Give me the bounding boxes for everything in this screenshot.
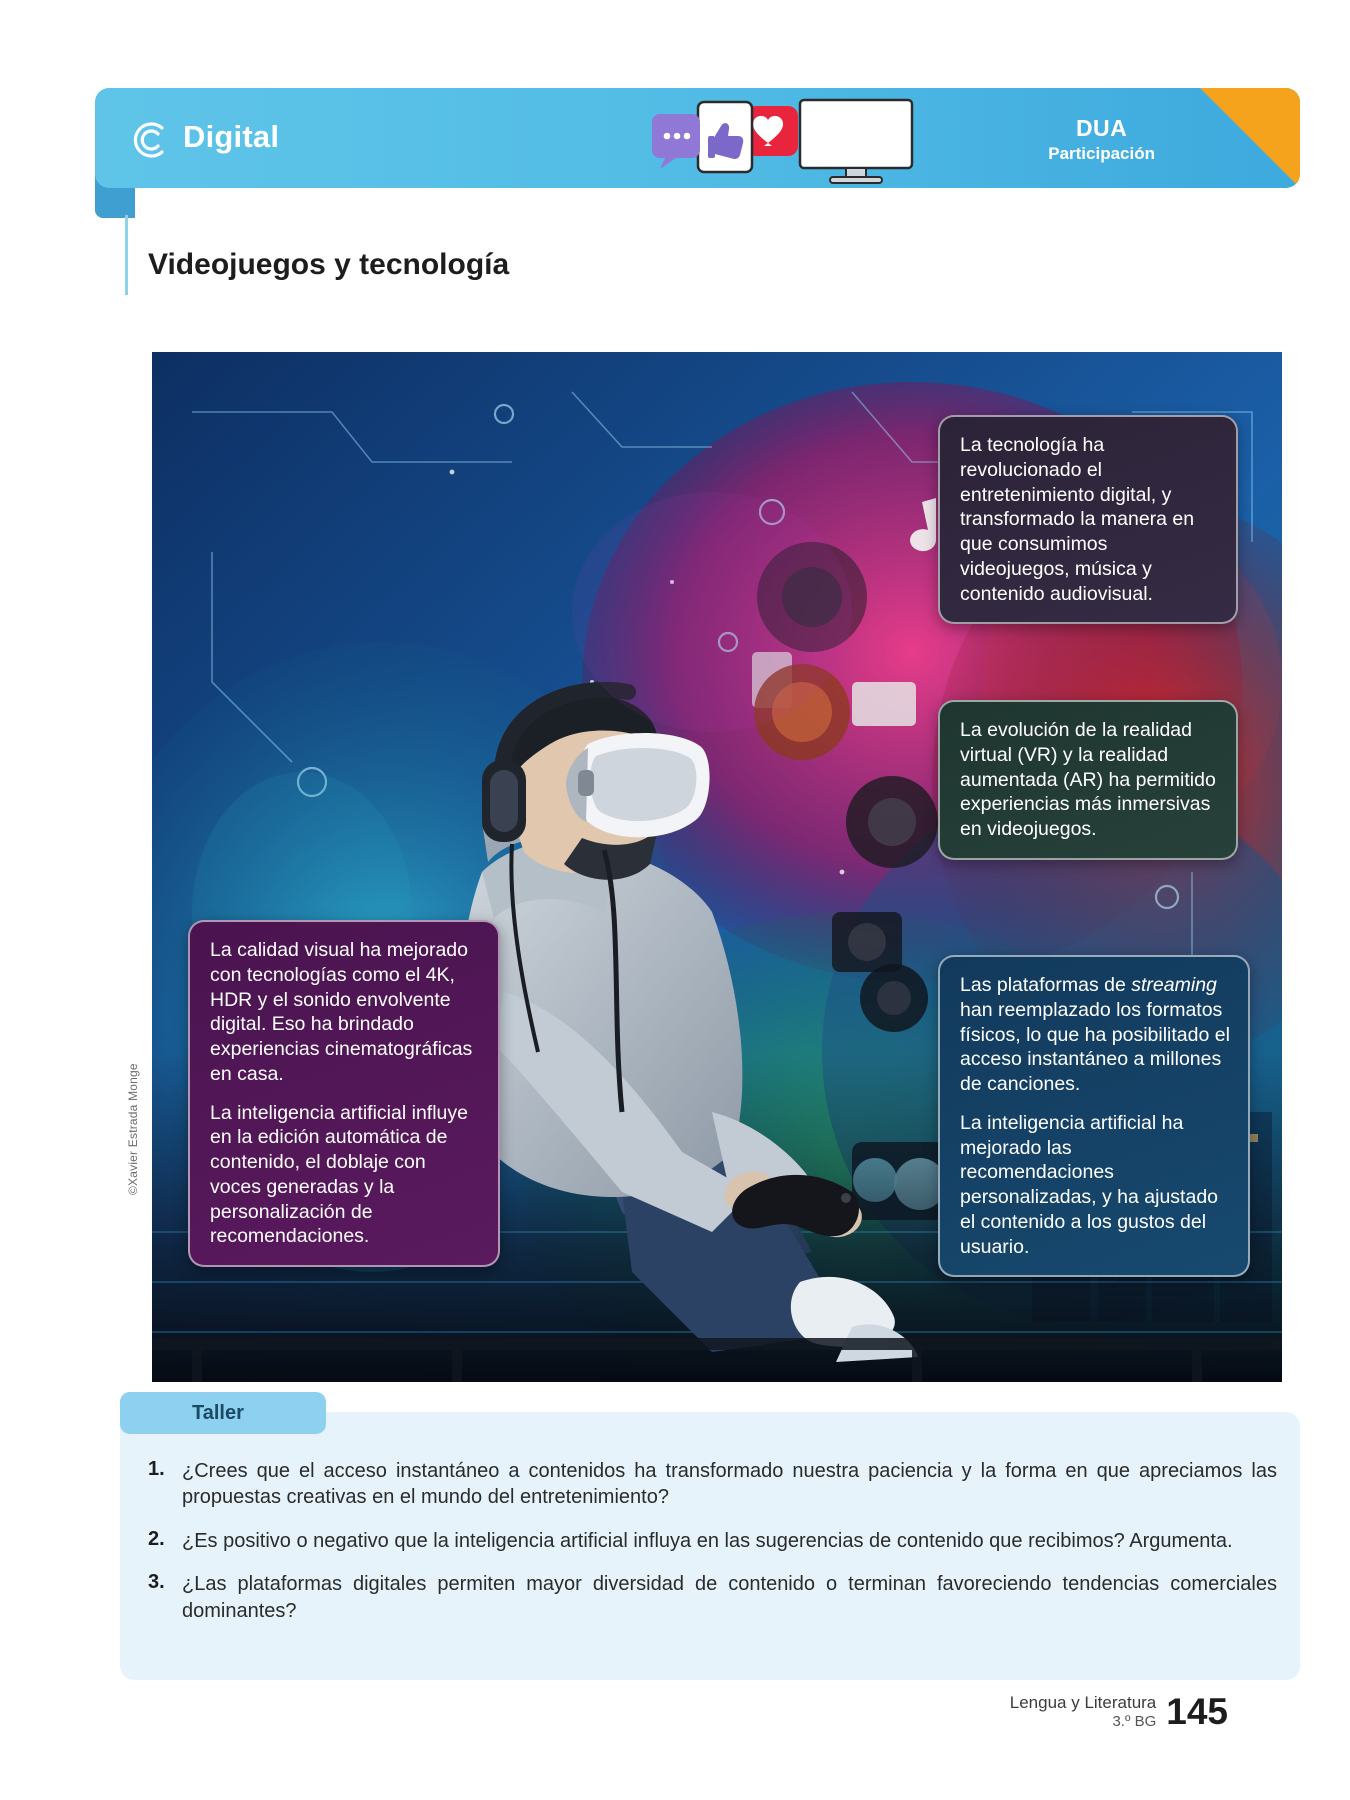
question-text: ¿Es positivo o negativo que la inteligencia artificial influya en las sugerencias de contenido que recibimos? Argumenta. — [182, 1529, 1233, 1552]
dua-badge — [1048, 115, 1155, 164]
list-item — [148, 1571, 1278, 1624]
taller-label: Taller — [192, 1402, 244, 1424]
callout-paragraph: Las plataformas de streaming han reemplazado los formatos físicos, lo que ha posibilitado el acceso instantáneo a millones de canciones. — [960, 974, 1230, 1095]
header-label: Digital — [183, 119, 280, 154]
dua-subtitle: Participación — [1048, 144, 1155, 163]
footer-grade: 3.º BG — [1112, 1713, 1157, 1731]
callout-calidad-visual — [188, 920, 500, 1267]
taller-tab — [120, 1392, 326, 1434]
callout-paragraph: La evolución de la realidad virtual (VR) y la realidad aumentada (AR) ha permitido experiencias más inmersivas en videojuegos. — [960, 719, 1216, 840]
digital-c-logo-icon — [128, 118, 172, 162]
callout-paragraph: La calidad visual ha mejorado con tecnologías como el 4K, HDR y el sonido envolvente digital. Eso ha brindado experiencias cinematográficas en casa. — [210, 939, 473, 1085]
callout-paragraph: La inteligencia artificial ha mejorado las recomendaciones personalizadas, y ha ajustado el contenido a los gustos del usuario. — [960, 1111, 1219, 1258]
question-number: 2. — [148, 1527, 165, 1550]
heart-icon — [746, 106, 798, 156]
taller-question-list — [148, 1458, 1278, 1641]
page-number: 145 — [1166, 1691, 1228, 1732]
header-illustration — [640, 92, 930, 188]
page-footer — [1010, 1692, 1228, 1732]
list-item — [148, 1528, 1278, 1554]
callout-paragraph: La tecnología ha revolucionado el entretenimiento digital, y transformado la manera en que consumimos videojuegos, música y contenido audiovisual. — [960, 434, 1195, 605]
image-credit: ©Xavier Estrada Monge — [126, 1063, 140, 1195]
thumbs-up-icon — [698, 102, 752, 172]
callout-paragraph: La inteligencia artificial influye en la edición automática de contenido, el doblaje con voces generadas y la personalización de recomendaciones. — [210, 1101, 468, 1248]
section-rule — [125, 215, 128, 295]
question-text: ¿Crees que el acceso instantáneo a contenidos ha transformado nuestra paciencia y la forma en que apreciamos las propuestas creativas en el mundo del entretenimiento? — [182, 1460, 1277, 1509]
question-number: 3. — [148, 1571, 165, 1594]
callout-tecnologia-entretenimiento — [938, 415, 1238, 624]
footer-subject-block — [1010, 1692, 1157, 1732]
footer-subject: Lengua y Literatura — [1009, 1693, 1157, 1712]
page-title: Videojuegos y tecnología — [148, 248, 510, 281]
chat-bubble-icon — [652, 114, 700, 169]
question-text: ¿Las plataformas digitales permiten mayor diversidad de contenido o terminan favoreciendo tendencias comerciales dominantes? — [182, 1573, 1277, 1622]
dua-title: DUA — [1075, 115, 1128, 141]
monitor-icon — [800, 100, 912, 183]
callout-realidad-virtual — [938, 700, 1238, 860]
list-item — [148, 1458, 1278, 1511]
question-number: 1. — [148, 1458, 165, 1480]
callout-plataformas-streaming — [938, 955, 1250, 1277]
